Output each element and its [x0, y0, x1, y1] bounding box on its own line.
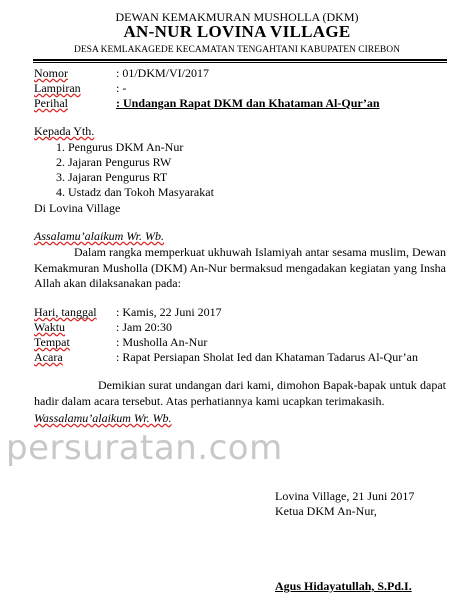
date-label: Hari, tanggal: [34, 305, 97, 319]
nomor-value: : 01/DKM/VI/2017: [116, 66, 209, 80]
body-paragraph: Dalam rangka memperkuat ukhuwah Islamiyah antar sesama muslim, Dewan Kemakmuran Musholla (DKM) An-Nur bermaksud mengadakan kegiatan yang Insha Allah akan dilaksanakan pada:: [34, 245, 446, 290]
closing-paragraph: Demikian surat undangan dari kami, dimohon Bapak-bapak untuk dapat hadir dalam acara tersebut. Atas perhatiannya kami ucapkan terimakasih.: [34, 378, 446, 408]
recipient-intro: Kepada Yth.: [34, 124, 95, 138]
time-label: Waktu: [34, 320, 66, 334]
closing-greeting: Wassalamu’alaikum Wr. Wb.: [34, 411, 172, 425]
signature-place-date: Lovina Village, 21 Juni 2017: [275, 489, 415, 503]
recipient-place: Di Lovina Village: [34, 201, 121, 215]
perihal-value: : Undangan Rapat DKM dan Khataman Al-Qur’an: [116, 96, 380, 110]
recipient-item: 1. Pengurus DKM An-Nur: [56, 140, 184, 154]
header-rule-thick: [33, 59, 447, 61]
greeting: Assalamu’alaikum Wr. Wb.: [34, 229, 164, 243]
org-name: AN-NUR LOVINA VILLAGE: [123, 22, 351, 41]
header-rule-thin: [33, 62, 447, 63]
place-value: : Musholla An-Nur: [116, 335, 208, 349]
agenda-label: Acara: [34, 350, 63, 364]
org-heading: DEWAN KEMAKMURAN MUSHOLLA (DKM): [115, 10, 359, 24]
agenda-value: : Rapat Persiapan Sholat Ied dan Khataman Tadarus Al-Qur’an: [116, 350, 418, 364]
signature-name: Agus Hidayatullah, S.Pd.I.: [275, 579, 412, 593]
lampiran-label: Lampiran: [34, 81, 81, 95]
time-value: : Jam 20:30: [116, 320, 172, 334]
date-value: : Kamis, 22 Juni 2017: [116, 305, 222, 319]
place-label: Tempat: [34, 335, 70, 349]
recipient-item: 4. Ustadz dan Tokoh Masyarakat: [56, 185, 214, 199]
nomor-label: Nomor: [34, 66, 68, 80]
watermark-text: persuratan.com: [6, 428, 283, 468]
lampiran-value: : -: [116, 81, 127, 95]
recipient-item: 2. Jajaran Pengurus RW: [56, 155, 172, 169]
perihal-label: Perihal: [34, 96, 68, 110]
recipient-item: 3. Jajaran Pengurus RT: [56, 170, 168, 184]
org-address: DESA KEMLAKAGEDE KECAMATAN TENGAHTANI KABUPATEN CIREBON: [74, 45, 400, 55]
signature-title: Ketua DKM An-Nur,: [275, 504, 377, 518]
